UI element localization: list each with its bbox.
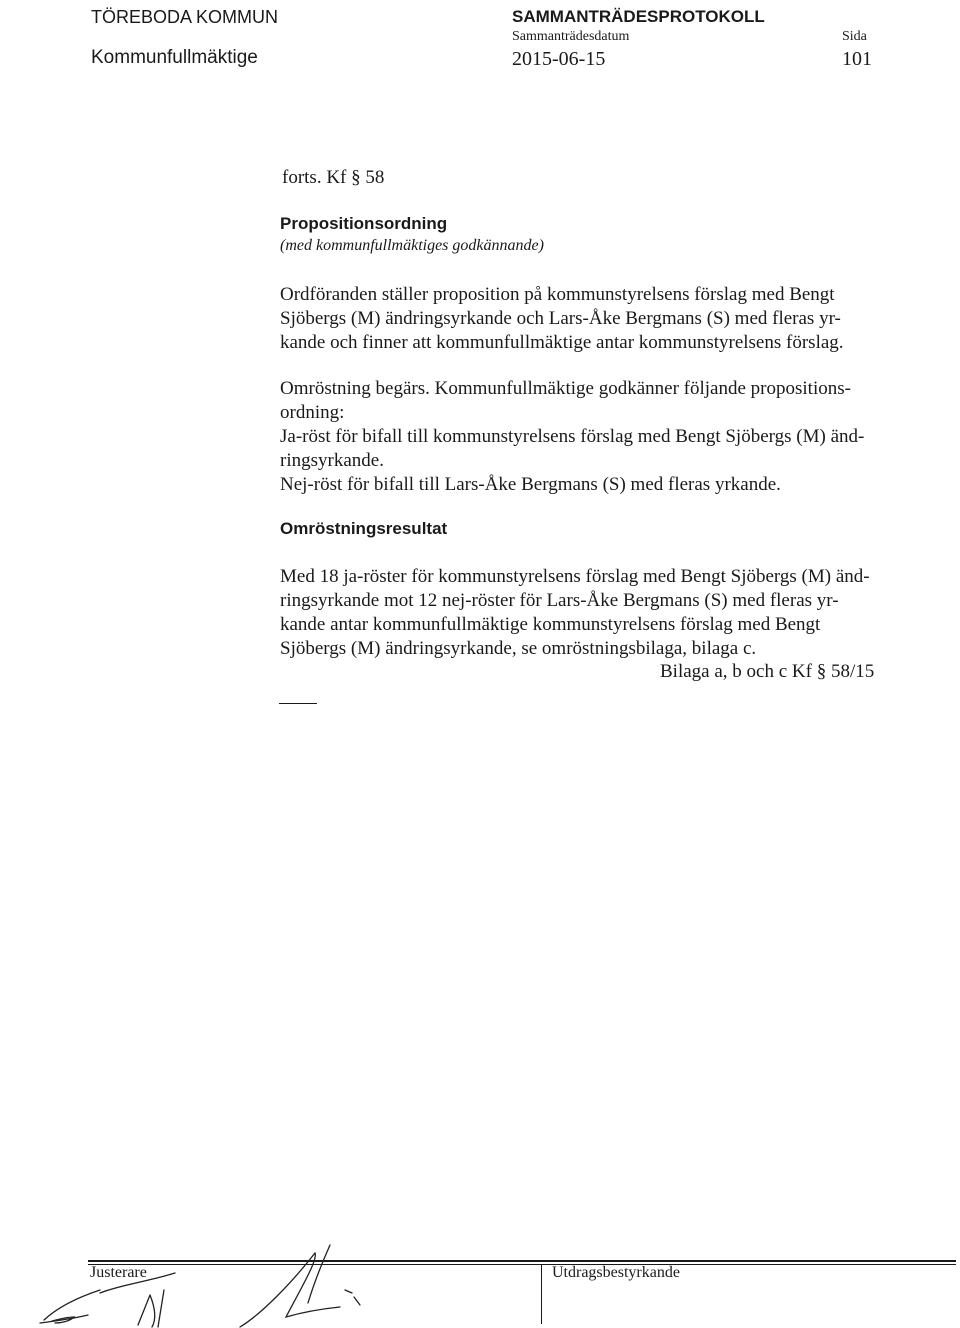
text-line: ringsyrkande. [280, 450, 384, 471]
text-line: Omröstning begärs. Kommunfullmäktige godkänner följande propositions- [280, 378, 851, 399]
protocol-title: SAMMANTRÄDESPROTOKOLL [512, 7, 765, 26]
meeting-date: 2015-06-15 [512, 48, 606, 70]
utdragsbestyrkande-label: Utdragsbestyrkande [552, 1264, 680, 1281]
text-line: ringsyrkande mot 12 nej-röster för Lars-Åke Bergmans (S) med fleras yr- [280, 590, 839, 611]
section-end-divider [279, 703, 317, 704]
text-line: Sjöbergs (M) ändringsyrkande, se omröstningsbilaga, bilaga c. [280, 638, 757, 659]
attachments-reference: Bilaga a, b och c Kf § 58/15 [660, 661, 875, 682]
vote-order-paragraph [280, 377, 864, 497]
page-label: Sida [842, 29, 867, 44]
page-number: 101 [842, 48, 872, 70]
result-paragraph [280, 565, 870, 661]
text-line: kande och finner att kommunfullmäktige antar kommunstyrelsens förslag. [280, 332, 844, 353]
text-line: Med 18 ja-röster för kommunstyrelsens förslag med Bengt Sjöbergs (M) änd- [280, 566, 870, 587]
section-reference: forts. Kf § 58 [282, 167, 385, 188]
text-line: Ordföranden ställer proposition på kommunstyrelsens förslag med Bengt [280, 284, 835, 305]
result-heading: Omröstningsresultat [280, 519, 448, 538]
justerare-label: Justerare [90, 1264, 147, 1281]
text-line: ordning: [280, 402, 345, 423]
signature-marks [0, 1235, 960, 1328]
body-name: Kommunfullmäktige [91, 47, 258, 68]
text-line: Sjöbergs (M) ändringsyrkande och Lars-Åke Bergmans (S) med fleras yr- [280, 308, 841, 329]
municipality-name: TÖREBODA KOMMUN [91, 7, 279, 27]
section-heading: Propositionsordning [280, 214, 448, 233]
text-line: kande antar kommunfullmäktige kommunstyrelsens förslag med Bengt [280, 614, 821, 635]
text-line: Ja-röst för bifall till kommunstyrelsens förslag med Bengt Sjöbergs (M) änd- [280, 426, 865, 447]
text-line: Nej-röst för bifall till Lars-Åke Bergmans (S) med fleras yrkande. [280, 474, 781, 495]
section-subheading: (med kommunfullmäktiges godkännande) [280, 237, 544, 254]
proposition-paragraph [280, 283, 844, 355]
date-label: Sammanträdesdatum [512, 29, 630, 44]
